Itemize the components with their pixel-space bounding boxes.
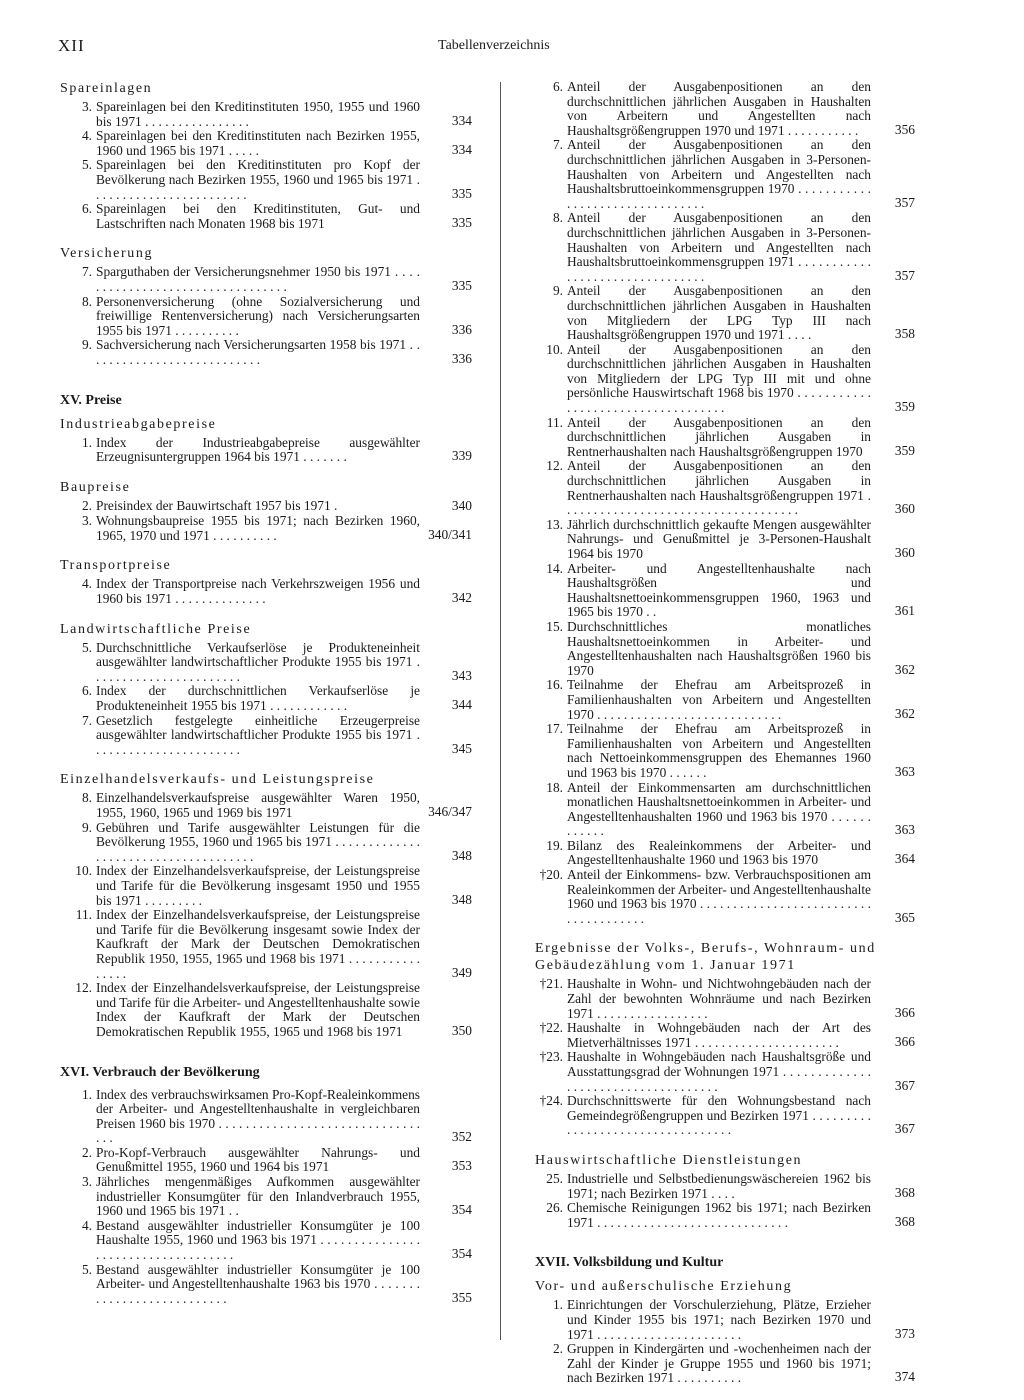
chapter-spacer — [60, 1054, 472, 1064]
table-number: 4. — [81, 576, 92, 592]
page-reference: 339 — [451, 448, 472, 464]
table-title: Anteil der Ausgabenpositionen an den durchschnittlichen jährlichen Ausgaben in Rentnerhaushalten nach Haushaltsgrößengruppen 1970 — [567, 414, 871, 459]
toc-entry — [60, 338, 472, 367]
page-reference: 360 — [894, 545, 915, 560]
subsection-title: Transportpreise — [60, 558, 172, 574]
page-reference: 350 — [451, 1022, 472, 1038]
table-title: Personenversicherung (ohne Sozialversicherung und freiwillige Rentenversicherung) nach Versicherungsarten 1955 bis 1971 . . . . . . . . . . — [96, 293, 420, 338]
table-title: Chemische Reinigungen 1962 bis 1971; nach Bezirken 1971 . . . . . . . . . . . . . . . . . . . . . . . . . . . . . — [567, 1200, 871, 1230]
table-number: 6. — [81, 201, 92, 217]
table-title: Durchschnittswerte für den Wohnungsbestand nach Gemeindegrößengruppen und Bezirken 1971 . . . . . . . . . . . . . . . . . . . . . . . . . . . . . . . . . . — [567, 1093, 871, 1138]
page-reference: 363 — [894, 822, 915, 838]
toc-entry — [535, 343, 915, 416]
table-title: Sachversicherung nach Versicherungsarten 1958 bis 1971 . . . . . . . . . . . . . . . . . . . . . . . . . . . — [96, 337, 420, 367]
table-title: Index der Einzelhandelsverkaufspreise, der Leistungspreise und Tarife für die Bevölkerung insgesamt sowie Index der Kaufkraft der Mark der Deutschen Demokratischen Republik 1950, 1955, 1965 und 1968 bis 1971 . . . . . . . . . . . . . . . . — [96, 907, 420, 981]
page-reference: 356 — [894, 121, 915, 137]
table-title: Index der durchschnittlichen Verkaufserlöse je Produkteneinheit 1955 bis 1971 . . . . . . . . . . . . — [96, 683, 420, 714]
toc-entry — [60, 1175, 472, 1219]
toc-entry — [60, 295, 472, 339]
table-number: †20. — [539, 867, 563, 883]
table-title: Haushalte in Wohngebäuden nach Haushaltsgröße und Ausstattungsgrad der Wohnungen 1971 . . . . . . . . . . . . . . . . . . . . . . . . . . . . . . . . . . . . — [567, 1049, 871, 1094]
right-column — [535, 80, 915, 1400]
table-title: Bestand ausgewählter industrieller Konsumgüter je 100 Haushalte 1955, 1960 und 1963 bis 1971 . . . . . . . . . . . . . . . . . . . . . . . . . . . . . . . . . . . . — [96, 1217, 420, 1263]
table-number: 8. — [81, 790, 92, 806]
toc-entry — [535, 211, 915, 284]
table-title: Gebühren und Tarife ausgewählter Leistungen für die Bevölkerung 1955, 1960 und 1965 bis 1971 . . . . . . . . . . . . . . . . . . . . . . . . . . . . . . . . . . . . . — [96, 819, 420, 864]
toc-entry — [60, 1263, 472, 1307]
table-title: Anteil der Einkommens- bzw. Verbrauchspositionen am Realeinkommen der Arbeiter- und Angestelltenhaushalte 1960 und 1963 bis 1970 . . . . . . . . . . . . . . . . . . . . . . . . . . . . . . . . . . . . . . — [567, 867, 871, 926]
page-reference: 343 — [451, 667, 472, 683]
toc-entry — [60, 514, 472, 543]
table-number: 12. — [75, 980, 92, 996]
table-number: 11. — [75, 907, 92, 923]
table-number: 6. — [81, 683, 92, 699]
toc-entry — [535, 562, 915, 620]
toc-subsection — [60, 245, 472, 367]
table-title: Teilnahme der Ehefrau am Arbeitsprozeß in Familienhaushalten von Arbeitern und Angestellten nach Nettoeinkommensgruppen des Ehemannes 1960 und 1963 bis 1970 . . . . . . — [567, 721, 871, 780]
table-title: Index der Industrieabgabepreise ausgewählter Erzeugnisuntergruppen 1964 bis 1971 . . . . . . . — [96, 434, 420, 465]
toc-entry — [535, 868, 915, 926]
toc-entry — [535, 1342, 915, 1386]
toc-subsection — [60, 557, 472, 606]
table-number: 1. — [552, 1297, 563, 1313]
table-number: 5. — [81, 157, 92, 173]
table-title: Durchschnittliches monatliches Haushaltsnettoeinkommen in Arbeiter- und Angestelltenhaushalten nach Haushaltsgrößen 1960 bis 1970 — [567, 618, 871, 678]
toc-entry — [60, 100, 472, 129]
page-reference: 355 — [451, 1289, 472, 1305]
table-number: 15. — [546, 618, 563, 634]
chapter-spacer — [535, 1244, 915, 1254]
chapter-heading: XVI. Verbrauch der Bevölkerung — [60, 1064, 260, 1080]
table-number: 4. — [81, 1217, 92, 1233]
page-reference: 334 — [451, 141, 472, 157]
page-reference: 354 — [451, 1202, 472, 1218]
toc-entry — [60, 499, 472, 515]
table-number: 14. — [546, 560, 563, 576]
toc-entry — [535, 518, 915, 562]
table-number: 11. — [546, 414, 563, 430]
table-title: Index der Transportpreise nach Verkehrszweigen 1956 und 1960 bis 1971 . . . . . . . . . . . . . . — [96, 576, 420, 607]
toc-entry — [60, 791, 472, 820]
table-title: Anteil der Ausgabenpositionen an den durchschnittlichen jährlichen Ausgaben in 3-Personen-Haushalten von Arbeitern und Angestellten nach Haushaltsbruttoeinkommensgruppen 1970 . . . . . . . . . . . . . . . . . . . . . . . . . . . . . . . . — [567, 137, 871, 211]
page-reference: 366 — [894, 1033, 915, 1049]
page-reference: 360 — [894, 501, 915, 517]
table-number: 9. — [552, 283, 563, 299]
page-reference: 357 — [894, 267, 915, 283]
table-title: Sparguthaben der Versicherungsnehmer 1950 bis 1971 . . . . . . . . . . . . . . . . . . . . . . . . . . . . . . . . . — [96, 264, 420, 294]
toc-subsection — [535, 1278, 915, 1386]
table-title: Anteil der Ausgabenpositionen an den durchschnittlichen jährlichen Ausgaben in Haushalten von Mitgliedern der LPG Typ III nach Haushaltsgrößengruppen 1970 und 1971 . . . . — [567, 283, 871, 343]
table-title: Spareinlagen bei den Kreditinstituten, Gut- und Lastschriften nach Monaten 1968 bis 1971 — [96, 201, 420, 231]
page-reference: 345 — [451, 740, 472, 756]
table-number: 13. — [546, 516, 563, 532]
table-title: Anteil der Ausgabenpositionen an den durchschnittlichen jährlichen Ausgaben in Haushalten von Mitgliedern der LPG Typ III mit und ohne persönliche Hauswirtschaft 1968 bis 1970 . . . . . . . . . . . . . . . . . . . . . . . . . . . . . . . . . . . — [567, 341, 871, 416]
toc-entry — [535, 284, 915, 342]
table-title: Anteil der Einkommensarten am durchschnittlichen monatlichen Haushaltsnettoeinkommen in Arbeiter- und Angestelltenhaushalten 1960 und 1963 bis 1970 . . . . . . . . . . . . — [567, 779, 871, 839]
page-header — [58, 36, 968, 60]
page-reference: 373 — [894, 1325, 915, 1341]
table-number: 25. — [546, 1170, 563, 1186]
table-number: 16. — [546, 677, 563, 693]
toc-entry — [535, 1050, 915, 1094]
chapter-heading: XVII. Volksbildung und Kultur — [535, 1255, 724, 1271]
table-title: Index des verbrauchswirksamen Pro-Kopf-Realeinkommens der Arbeiter- und Angestelltenhaushalte in vergleichbaren Preisen 1960 bis 1970 . . . . . . . . . . . . . . . . . . . . . . . . . . . . . . . . . — [96, 1086, 420, 1146]
page-reference: 353 — [451, 1158, 472, 1174]
toc-subsection — [535, 80, 915, 926]
page-reference: 368 — [894, 1213, 915, 1229]
toc-subsection — [535, 940, 915, 1138]
chapter-spacer — [60, 382, 472, 392]
subsection-title: Einzelhandelsverkaufs- und Leistungspreise — [60, 772, 375, 788]
subsection-title: Vor- und außerschulische Erziehung — [535, 1279, 793, 1295]
page-reference: 365 — [894, 909, 915, 925]
table-number: 12. — [546, 458, 563, 474]
table-number: 10. — [75, 863, 92, 879]
toc-entry — [535, 722, 915, 780]
table-number: 4. — [81, 128, 92, 144]
page-reference: 364 — [894, 851, 915, 867]
toc-entry — [60, 202, 472, 231]
toc-entry — [535, 678, 915, 722]
table-title: Gruppen in Kindergärten und -wochenheimen nach der Zahl der Kinder je Gruppe 1955 und 1960 bis 1971; nach Bezirken 1971 . . . . . . . . . . — [567, 1341, 871, 1386]
subsection-title: Baupreise — [60, 479, 131, 495]
table-number: 7. — [552, 137, 563, 153]
page-reference: 358 — [894, 326, 915, 342]
page-reference: 336 — [451, 321, 472, 337]
table-number: 3. — [81, 513, 92, 529]
page-reference: 342 — [451, 590, 472, 606]
table-number: 2. — [81, 497, 92, 513]
toc-entry — [60, 981, 472, 1039]
table-number: †22. — [539, 1020, 563, 1036]
page-reference: 335 — [451, 214, 472, 230]
table-number: 1. — [81, 1086, 92, 1102]
subsection-title: Ergebnisse der Volks-, Berufs-, Wohnraum- und Gebäudezählung vom 1. Januar 1971 — [535, 941, 876, 974]
table-number: 6. — [552, 79, 563, 94]
toc-entry — [60, 129, 472, 158]
table-number: 17. — [546, 721, 563, 737]
toc-entry — [60, 908, 472, 981]
page-reference: 357 — [894, 194, 915, 210]
table-title: Wohnungsbaupreise 1955 bis 1971; nach Bezirken 1960, 1965, 1970 und 1971 . . . . . . . . . . — [96, 513, 420, 543]
toc-entry — [535, 1298, 915, 1342]
table-number: 26. — [546, 1200, 563, 1216]
table-title: Jährliches mengenmäßiges Aufkommen ausgewählter industrieller Konsumgüter für den Inlandverbrauch 1955, 1960 und 1965 bis 1971 . . — [96, 1174, 420, 1219]
toc-entry — [60, 821, 472, 865]
table-number: 9. — [81, 819, 92, 835]
toc-entry — [535, 138, 915, 211]
page-reference: 349 — [451, 964, 472, 980]
table-title: Arbeiter- und Angestelltenhaushalte nach Haushaltsgrößen und Haushaltsnettoeinkommensgruppen 1960, 1963 und 1965 bis 1970 . . — [567, 560, 871, 620]
page-reference: 335 — [451, 185, 472, 201]
table-number: 19. — [546, 837, 563, 853]
subsection-title: Spareinlagen — [60, 81, 153, 96]
table-title: Bestand ausgewählter industrieller Konsumgüter je 100 Arbeiter- und Angestelltenhaushalte 1963 bis 1970 . . . . . . . . . . . . . . . . . . . . . . . . . . . — [96, 1261, 420, 1306]
toc-subsection — [60, 1088, 472, 1307]
page-reference: 334 — [451, 112, 472, 128]
toc-subsection — [535, 1152, 915, 1230]
table-title: Einrichtungen der Vorschulerziehung, Plätze, Erzieher und Kinder 1955 bis 1971; nach Bezirken 1970 und 1971 . . . . . . . . . . . . . . . . . . . . . . — [567, 1297, 871, 1342]
table-title: Spareinlagen bei den Kreditinstituten nach Bezirken 1955, 1960 und 1965 bis 1971 . . . . . — [96, 128, 420, 158]
page-reference: 359 — [894, 442, 915, 458]
toc-entry — [60, 864, 472, 908]
toc-entry — [535, 459, 915, 517]
page-reference: 368 — [894, 1184, 915, 1200]
table-number: 2. — [552, 1341, 563, 1357]
table-title: Gesetzlich festgelegte einheitliche Erzeugerpreise ausgewählter landwirtschaftlicher Produkte 1955 bis 1971 . . . . . . . . . . . . . . . . . . . . . . . — [96, 712, 420, 757]
toc-entry — [535, 1021, 915, 1050]
subsection-title: Hauswirtschaftliche Dienstleistungen — [535, 1152, 803, 1168]
table-title: Anteil der Ausgabenpositionen an den durchschnittlichen jährlichen Ausgaben in Haushalten von Arbeitern und Angestellten nach Haushaltsgrößengruppen 1970 und 1971 . . . . . . . . . . . — [567, 79, 871, 138]
table-title: Anteil der Ausgabenpositionen an den durchschnittlichen jährlichen Ausgaben in Rentnerhaushalten nach Haushaltsgrößengruppen 1971 . . . . . . . . . . . . . . . . . . . . . . . . . . . . . . . . . . . . — [567, 458, 871, 518]
subsection-title: Industrieabgabepreise — [60, 416, 217, 432]
page-reference: 359 — [894, 399, 915, 415]
table-title: Haushalte in Wohn- und Nichtwohngebäuden nach der Zahl der bewohnten Wohnräume und nach Bezirken 1971 . . . . . . . . . . . . . . . . . — [567, 976, 871, 1021]
page-reference: 362 — [894, 705, 915, 721]
page-reference: 340 — [451, 497, 472, 513]
page-reference: 348 — [451, 847, 472, 863]
page-reference: 361 — [894, 603, 915, 619]
table-title: Jährlich durchschnittlich gekaufte Mengen ausgewählter Nahrungs- und Genußmittel je 3-Personen-Haushalt 1964 bis 1970 — [567, 516, 871, 561]
table-title: Bilanz des Realeinkommens der Arbeiter- und Angestelltenhaushalte 1960 und 1963 bis 1970 — [567, 837, 871, 868]
page-reference: 366 — [894, 1004, 915, 1020]
toc-subsection — [60, 479, 472, 544]
toc-entry — [535, 620, 915, 678]
page-reference: 362 — [894, 661, 915, 677]
table-title: Industrielle und Selbstbedienungswäschereien 1962 bis 1971; nach Bezirken 1971 . . . . — [567, 1170, 871, 1201]
left-column — [60, 80, 472, 1320]
table-number: 10. — [546, 341, 563, 357]
page-reference: 335 — [451, 277, 472, 293]
table-title: Pro-Kopf-Verbrauch ausgewählter Nahrungs- und Genußmittel 1955, 1960 und 1964 bis 1971 — [96, 1144, 420, 1175]
table-number: 5. — [81, 1261, 92, 1277]
table-number: 7. — [81, 264, 92, 280]
table-number: 5. — [81, 639, 92, 655]
page-reference: 354 — [451, 1246, 472, 1262]
page-reference: 348 — [451, 891, 472, 907]
page-reference: 344 — [451, 697, 472, 713]
table-number: 8. — [81, 293, 92, 309]
toc-entry — [535, 977, 915, 1021]
toc-entry — [60, 641, 472, 685]
page-number: XII — [58, 36, 85, 55]
toc-entry — [535, 416, 915, 460]
table-number: 9. — [81, 337, 92, 353]
toc-subsection — [60, 80, 472, 231]
toc-entry — [535, 1201, 915, 1230]
toc-entry — [535, 80, 915, 138]
toc-entry — [535, 839, 915, 868]
page-reference: 340/341 — [428, 526, 472, 542]
table-title: Anteil der Ausgabenpositionen an den durchschnittlichen jährlichen Ausgaben in 3-Personen-Haushalten von Arbeitern und Angestellten nach Haushaltsbruttoeinkommensgruppen 1971 . . . . . . . . . . . . . . . . . . . . . . . . . . . . . . . . — [567, 210, 871, 284]
toc-entry — [535, 781, 915, 839]
table-number: 2. — [81, 1144, 92, 1160]
table-number: 3. — [81, 99, 92, 114]
table-title: Haushalte in Wohngebäuden nach der Art des Mietverhältnisses 1971 . . . . . . . . . . . . . . . . . . . . . . — [567, 1020, 871, 1050]
toc-entry — [60, 1219, 472, 1263]
table-title: Teilnahme der Ehefrau am Arbeitsprozeß in Familienhaushalten von Arbeitern und Angestellten 1970 . . . . . . . . . . . . . . . . . . . . . . . . . . . . — [567, 677, 871, 722]
table-title: Einzelhandelsverkaufspreise ausgewählter Waren 1950, 1955, 1960, 1965 und 1969 bis 1971 — [96, 790, 420, 820]
toc-entry — [535, 1094, 915, 1138]
toc-entry — [60, 436, 472, 465]
toc-entry — [60, 1146, 472, 1175]
table-number: 7. — [81, 712, 92, 728]
table-title: Index der Einzelhandelsverkaufspreise, der Leistungspreise und Tarife für die Bevölkerung insgesamt 1950 und 1955 bis 1971 . . . . . . . . . — [96, 863, 420, 908]
subsection-title: Landwirtschaftliche Preise — [60, 621, 252, 637]
table-number: †23. — [539, 1049, 563, 1065]
table-title: Spareinlagen bei den Kreditinstituten pro Kopf der Bevölkerung nach Bezirken 1955, 1960 und 1965 bis 1971 . . . . . . . . . . . . . . . . . . . . . . . . — [96, 157, 420, 202]
page-reference: 346/347 — [428, 804, 472, 819]
page-reference: 374 — [894, 1369, 915, 1385]
toc-entry — [60, 714, 472, 758]
table-number: †24. — [539, 1093, 563, 1109]
table-title: Preisindex der Bauwirtschaft 1957 bis 1971 . — [96, 497, 338, 513]
toc-entry — [60, 1088, 472, 1146]
page-reference: 336 — [451, 350, 472, 366]
page-reference: 363 — [894, 763, 915, 779]
toc-entry — [535, 1172, 915, 1201]
table-title: Spareinlagen bei den Kreditinstituten 1950, 1955 und 1960 bis 1971 . . . . . . . . . . . . . . . . — [96, 99, 420, 129]
toc-subsection — [60, 771, 472, 1039]
table-number: †21. — [539, 976, 563, 992]
toc-subsection — [60, 621, 472, 758]
chapter-heading: XV. Preise — [60, 392, 122, 408]
page-title: Tabellenverzeichnis — [438, 38, 550, 53]
toc-entry — [60, 684, 472, 713]
subsection-title: Versicherung — [60, 246, 154, 262]
page-reference: 352 — [451, 1129, 472, 1145]
page-reference: 367 — [894, 1077, 915, 1093]
toc-entry — [60, 577, 472, 606]
toc-entry — [60, 265, 472, 294]
table-title: Durchschnittliche Verkaufserlöse je Produkteneinheit ausgewählter landwirtschaftlicher Produkte 1955 bis 1971 . . . . . . . . . . . . . . . . . . . . . . . — [96, 639, 420, 684]
table-number: 1. — [81, 434, 92, 450]
table-title: Index der Einzelhandelsverkaufspreise, der Leistungspreise und Tarife für die Arbeiter- und Angestelltenhaushalte sowie Index der Kaufkraft der Mark der Deutschen Demokratischen Republik 1955, 1965 und 1968 bis 1971 — [96, 980, 420, 1039]
toc-entry — [60, 158, 472, 202]
table-number: 3. — [81, 1174, 92, 1190]
table-number: 8. — [552, 210, 563, 226]
toc-subsection — [60, 416, 472, 465]
page-reference: 367 — [894, 1121, 915, 1137]
table-number: 18. — [546, 779, 563, 795]
column-divider — [500, 82, 501, 1340]
